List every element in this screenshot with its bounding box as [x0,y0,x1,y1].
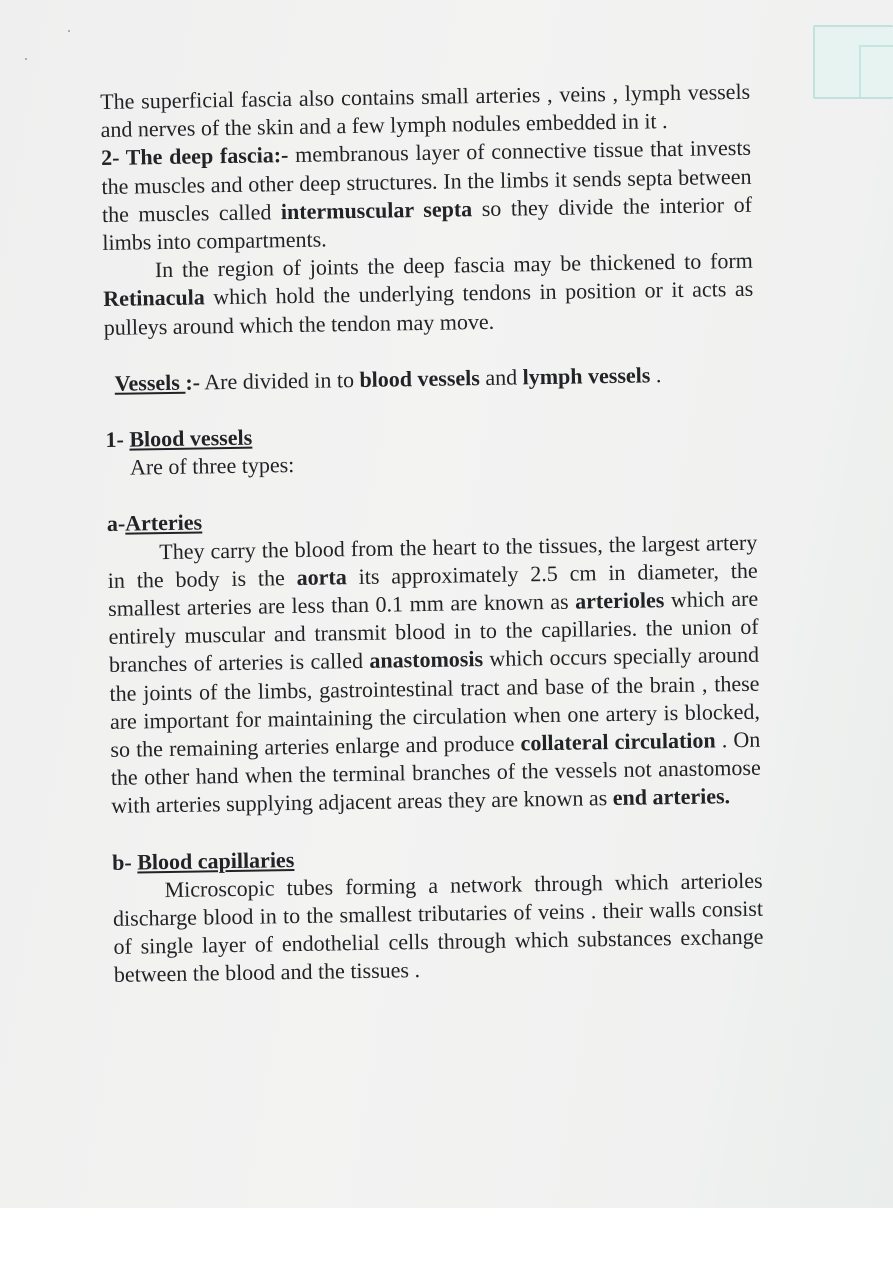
term-lymph-vessels: lymph vessels [522,362,651,390]
heading-blood-vessels-line: 1- Blood vessels [105,424,253,452]
term-anastomosis: anastomosis [369,646,484,674]
term-end-arteries: end arteries. [612,783,731,811]
term-arterioles: arterioles [574,587,665,614]
text-three-types: Are of three types: [129,452,295,480]
speck [25,58,27,60]
term-collateral-circulation: collateral circulation [520,727,716,756]
term-retinacula: Retinacula [103,284,205,312]
document-page [100,78,764,990]
heading-arteries: Arteries [124,509,203,537]
heading-blood-vessels: Blood vessels [129,424,253,452]
paragraph-vessels: Vessels :- Are divided in to blood vessels and lymph vessels . [114,362,662,396]
heading-arteries-line: a-Arteries [106,509,203,537]
paragraph-capillaries: Microscopic tubes forming a network through which arterioles discharge blood in to the smallest tributaries of veins . their walls consist of single layer of endothelial cells through which substances exchange between the blood and the tissues . [112,867,764,988]
heading-blood-capillaries: Blood capillaries [137,846,295,875]
heading-deep-fascia: 2- The deep fascia:- [100,142,289,171]
speck [68,30,70,32]
page-tab-marker-inner [859,45,893,97]
paragraph-retinacula: In the region of joints the deep fascia may be thickened to form Retinacula which hold the underlying tendons in position or it acts as pulleys around which the tendon may move. [103,247,754,340]
paragraph-arteries: They carry the blood from the heart to the tissues, the largest artery in the body is the aorta its approximately 2.5 cm in diameter, the smallest arteries are less than 0.1 mm are known as arterioles which are entirely muscular and transmit blood in to the capillaries. the union of branches of arteries is called anastomosis which occurs specially around the joints of the limbs, gastrointestinal tract and base of the brain , these are important for maintaining the circulation when one artery is blocked, so the remaining arteries enlarge and produce collateral circulation . On the other hand when the terminal branches of the vessels not anastomose with arteries supplying adjacent areas they are known as end arteries. [107,529,761,819]
term-aorta: aorta [296,564,347,590]
paragraph-deep-fascia: 2- The deep fascia:- membranous layer of connective tissue that invests the muscles and other deep structures. In the limbs it sends septa between the muscles called intermuscular septa so they divide the interior of limbs into compartments. [100,135,753,255]
heading-capillaries-line: b- Blood capillaries [111,846,295,875]
term-blood-vessels: blood vessels [359,364,481,392]
term-intermuscular-septa: intermuscular septa [280,195,473,224]
heading-vessels: Vessels [114,369,186,396]
paragraph-superficial-fascia: The superficial fascia also contains small arteries , veins , lymph vessels and nerves of the skin and a few lymph nodules embedded in it . [100,78,751,143]
